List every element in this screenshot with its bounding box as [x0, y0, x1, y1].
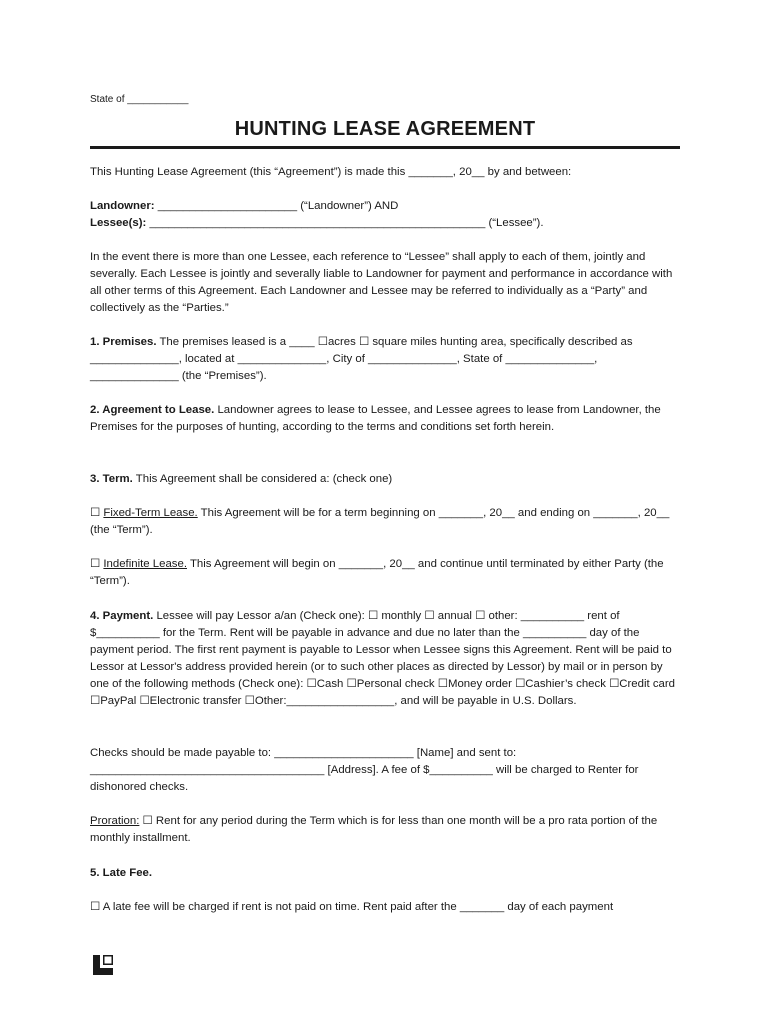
- proration-label: Proration:: [90, 815, 140, 827]
- term-heading: 3. Term.: [90, 473, 133, 485]
- lessee-paragraph: In the event there is more than one Lessee, each reference to “Lessee” shall apply to each of them, jointly and severally. Each Lessee is jointly and severally liable to Landowner for payment and performance in accordance with all other terms of this Agreement. Each Landowner and Lessee may be referred to individually as a “Party” and collectively as the “Parties.”: [90, 251, 673, 314]
- premises-heading: 1. Premises.: [90, 336, 157, 348]
- document-logo-icon: [92, 954, 114, 976]
- lessee-line: [90, 215, 680, 232]
- lessee-text: _____________________________________________________ (“Lessee”).: [146, 217, 544, 229]
- payment-text: Lessee will pay Lessor a/an (Check one): ☐ monthly ☐ annual ☐ other: __________ rent of $__________ for the Term. Rent will be payable in advance and due no later than the __________ day of the payment period. The first rent payment is payable to Lessor when Lessee signs this Agreement. Rent will be paid to Lessor at Lessor's address provided herein (or to such other places as directed by Lessor) by mail or in person by one of the following methods (Check one): ☐Cash ☐Personal check ☐Money order ☐Cashier’s check ☐Credit card ☐PayPal ☐Electronic transfer ☐Other:_________________, and will be payable in U.S. Dollars.: [90, 610, 675, 707]
- title-rule: [90, 146, 680, 149]
- proration-text: ☐ Rent for any period during the Term which is for less than one month will be a pro rata portion of the monthly installment.: [90, 815, 658, 844]
- fixed-term-text: This Agreement will be for a term beginning on _______, 20__ and ending on _______, 20__ (the “Term”).: [90, 507, 670, 536]
- premises-text: The premises leased is a ____ ☐acres ☐ square miles hunting area, specifically described as ______________, located at ______________, City of ______________, State of ______________, ______________ (the “Premises”).: [90, 336, 633, 382]
- fixed-term-checkbox[interactable]: ☐: [90, 507, 104, 519]
- lessee-label: Lessee(s):: [90, 217, 147, 229]
- agreement-to-lease-heading: 2. Agreement to Lease.: [90, 404, 215, 416]
- checks-paragraph: Checks should be made payable to: ______________________ [Name] and sent to: _____________________________________ [Address]. A fee of $__________ will be charged to Renter for dishonored checks.: [90, 747, 639, 793]
- agreement-to-lease-text: Landowner agrees to lease to Lessee, and Lessee agrees to lease from Landowner, the Premises for the purposes of hunting, according to the terms and conditions set forth herein.: [90, 404, 661, 433]
- indefinite-label: Indefinite Lease.: [103, 558, 187, 570]
- late-fee-text: ☐ A late fee will be charged if rent is not paid on time. Rent paid after the _______ day of each payment: [90, 901, 614, 913]
- fixed-term-option: [90, 505, 680, 539]
- term-section: [90, 471, 680, 488]
- intro-paragraph: This Hunting Lease Agreement (this “Agreement”) is made this _______, 20__ by and between:: [90, 166, 572, 178]
- landowner-line: [90, 198, 680, 215]
- document-title: HUNTING LEASE AGREEMENT: [234, 118, 536, 140]
- indefinite-option: [90, 556, 680, 590]
- payment-heading: 4. Payment.: [90, 610, 154, 622]
- payment-section: [90, 608, 680, 710]
- indefinite-checkbox[interactable]: ☐: [90, 558, 104, 570]
- state-line: State of ___________: [90, 94, 189, 105]
- landowner-text: ______________________ (“Landowner”) AND: [154, 200, 399, 212]
- agreement-to-lease-section: [90, 402, 680, 436]
- late-fee-heading: 5. Late Fee.: [90, 867, 153, 879]
- fixed-term-label: Fixed-Term Lease.: [103, 507, 198, 519]
- term-text: This Agreement shall be considered a: (check one): [132, 473, 393, 485]
- proration-paragraph: [90, 813, 680, 847]
- indefinite-text: This Agreement will begin on _______, 20__ and continue until terminated by either Party (the “Term”).: [90, 558, 664, 587]
- landowner-label: Landowner:: [90, 200, 155, 212]
- premises-section: [90, 334, 680, 385]
